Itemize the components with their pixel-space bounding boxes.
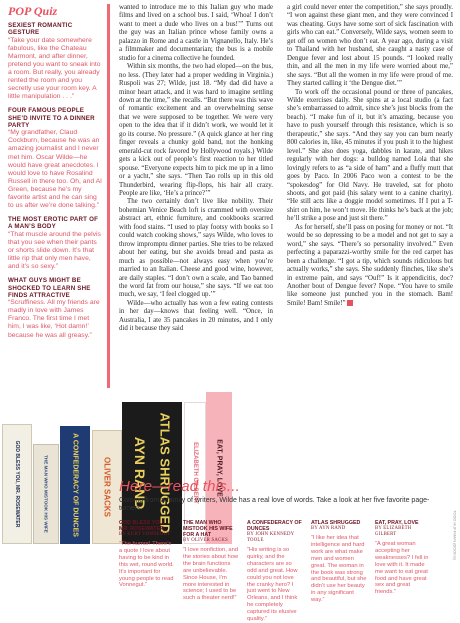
- article-paragraph: Wilde—who actually has won a few eating contests in her day—knows that feeling well. “Once, in Australia, I ate 35 pancakes in 20 minutes, and I only did it because they said: [119, 299, 273, 333]
- article-column-2: [287, 4, 453, 308]
- article-paragraph: wanted to introduce me to this Italian guy who made films and lived on a school bus. I said, ‘Whoa! I don’t want to meet a dude who lives on a bus!’” Turns out the guy was an Italian prince whose family owns a palazzo in Rome and a castle in Vignanello, Italy. He’s a filmmaker and documentarian; the bus is a mobile studio for a cinema collective he founded.: [119, 4, 273, 62]
- quiz-item: [8, 277, 103, 339]
- rec-quote: “I love nonfiction, and the stories about how the brain functions are unbelievable. Since House, I’m more interested in science; I used to be such a theater nerd!”: [183, 547, 239, 602]
- quiz-answer: “My grandfather, Claud Cockburn, because he was an amazing journalist and I never met him. Oscar Wilde—he would have great anecdotes. I would love to have Rosalind Russell in there too. Oh, and Al Green, because he’s my favorite artist and he can sing to us after we’re done talking.”: [8, 129, 102, 210]
- rec-author: BY ELIZABETH GILBERT: [375, 526, 412, 537]
- book-stack-photo: [0, 372, 460, 544]
- book-recommendation: [183, 520, 239, 602]
- rec-quote: “A great woman accepting her weaknesses? I fell in love with it. It made me want to eat great food and have great sex and great friends.”: [375, 541, 429, 596]
- rec-title: ATLAS SHRUGGED: [311, 520, 361, 526]
- rec-title: THE MAN WHO MISTOOK HIS WIFE FOR A HAT: [183, 520, 233, 538]
- book-spine-rosewater: [2, 424, 32, 544]
- article-paragraph: [287, 224, 453, 309]
- quiz-item: [8, 22, 103, 101]
- book-spine-title: A CONFEDERACY OF DUNCES: [71, 433, 79, 537]
- book-spine-author: AYN RAND: [132, 436, 148, 510]
- rec-quote: “The humor! There’s a quote I love about having to be kind in this wet, round world. It’s important for young people to read Vonnegut.”: [119, 541, 174, 589]
- book-spine-oliver-sacks: [92, 430, 122, 544]
- article-paragraph: Within six months, the two had eloped—on the bus, no less. (They later had a proper wedding in Virginia.) Ruspoli was 27; Wilde, just 18. “My dad did have a minor heart attack, and it was hard to imagine settling down at the time,” she recalls. “But there was this wave of romantic excitement and an overwhelming sense that we were supposed to be together. We were very open to the idea that if it didn’t work, we would let it go its course. No pressure.” (A quick glance at her ring finger reveals a chunky gold band, not the honking emerald-cut rock favored by Hollywood royals.) Wilde gets a kick out of people’s first reaction to her titled spouse. “Everyone expects him to pick me up in a limo or a yacht,” she says. “Then Tao rolls up in this old Thunderbird, wearing flip-flops, his hair all crazy. People are like, ‘He’s a prince?’”: [119, 63, 273, 197]
- here-read-this-intro: Coming from a family of writers, Wilde has a real love of words. Take a look at her five favorite page-turners: [119, 497, 430, 513]
- article-paragraph: The two certainly don’t live like nobility. Their bohemian Venice Beach loft is crammed with oversize abstract art, ethnic furniture, and cookbooks scarred with food stains. “I used to play footsy with books so I could watch cooking shows,” says Wilde, who loves to throw impromptu dinner parties. She tries to be relaxed about her eating, but she avoids bread and pasta as much as possible—not always easy when you’re married to an Italian. Cheese and good wine, however, are daily staples. “I don’t own a scale, and Tao banned the word fat from our house,” she says. “If we eat too much, we say, ‘I feel clogged up.’”: [119, 198, 273, 299]
- book-spine-confederacy: [60, 426, 90, 544]
- pop-quiz-sidebar: [8, 4, 110, 388]
- book-spine-title: OLIVER SACKS: [102, 456, 112, 518]
- quiz-item: [8, 107, 103, 210]
- rec-author: BY AYN RAND: [311, 526, 346, 531]
- article-paragraph: To work off the occasional pound or three of pancakes, Wilde exercises daily. She spins at a local studio (a fact she’s embarrassed to admit, since she’s just blocks from the beach). “I make fun of it, but it’s amazing, because you have to push yourself through this resistance, which is so therapeutic,” she says. “And they say you can burn nearly 800 calories in, like, 45 minutes if you push it to the highest level.” She also does yoga, dabbles in karate, and hikes regularly with her dogs: a bulldog named Lola that she lovingly refers to as “a side of ham” and a fluffy mutt that goes by Paco. In 2006 Paco won a contest to be the “spokesdog” for Old Navy. He traveled, sat for photo shoots, and got paid (his salary went to a canine charity). “He still acts like a doggie model sometimes. If I put a T-shirt on him, he won’t move. He thinks he’s back at the job; he’ll strike a pose and just sit there.”: [287, 88, 453, 223]
- quiz-item: [8, 216, 103, 271]
- book-spine-sacks: [33, 444, 59, 544]
- book-spine-title: GOD BLESS YOU, MR. ROSEWATER: [14, 440, 20, 528]
- quiz-answer: “That muscle around the pelvis that you see when their pants or shorts slide down. It’s that little rip that only men have, and it’s so sexy.”: [8, 230, 101, 271]
- rec-author: BY OLIVER SACKS: [183, 538, 228, 543]
- book-spine-title: ATLAS SHRUGGED: [157, 412, 173, 534]
- book-spine-title: THE MAN WHO MISTOOK HIS WIFE: [43, 455, 49, 533]
- end-mark-icon: [347, 300, 353, 306]
- book-recommendation: [311, 520, 367, 604]
- rec-title: GOD BLESS YOU, MR. ROSEWATER: [119, 520, 165, 532]
- rec-title: A CONFEDERACY OF DUNCES: [247, 520, 302, 532]
- article-column-1: [119, 4, 273, 334]
- quiz-heading: WHAT GUYS MIGHT BE SHOCKED TO LEARN SHE FINDS ATTRACTIVE: [8, 277, 91, 299]
- rec-title: EAT, PRAY, LOVE: [375, 520, 419, 526]
- rec-author: BY KURT VONNEGUT: [119, 532, 171, 537]
- rec-quote: “His writing is so quirky, and the characters are so odd and great. How could you not love the cranky hero? I just went to New Orleans, and I think he completely captured its elusive quality.”: [247, 547, 298, 623]
- rec-author: BY JOHN KENNEDY TOOLE: [247, 532, 295, 543]
- book-spine-title: EAT, PRAY, LOVE: [215, 439, 223, 497]
- quiz-heading: SEXIEST ROMANTIC GESTURE: [8, 22, 73, 37]
- here-read-this-heading: Here—read this...: [119, 478, 240, 495]
- book-recommendation: [247, 520, 303, 623]
- quiz-heading: THE MOST EROTIC PART OF A MAN’S BODY: [8, 216, 99, 231]
- photo-credit: [452, 480, 458, 590]
- book-recommendation: [119, 520, 175, 589]
- photo-credit-text: TODD HUFFMAN (BOOKS): [452, 510, 458, 560]
- quiz-answer: “Scruffiness. All my friends are madly in love with James Franco. The first time I met him, I was like, ‘Hot damn!’ because he was all greasy.”: [8, 299, 100, 339]
- book-recommendation: [375, 520, 431, 596]
- quiz-answer: “Take your date somewhere fabulous, like the Chateau Marmont, and after dinner, pretend you want to sneak into a room. But really, you already rented the room and you secretly use your room key. A little manipulation . . .”: [8, 36, 101, 101]
- pop-quiz-title: POP Quiz: [8, 4, 58, 18]
- book-spine-title: ELIZABETH GILBERT: [192, 442, 198, 504]
- article-paragraph: a girl could never enter the competition,” she says proudly. “I won against these giant men, and they were convinced I was cheating. Guys have some sort of sick fascination with girls who can eat.” Conversely, Wilde says, women seem to get off on women who don’t eat. A year ago, during a visit to Thailand with her husband, she caught a nasty case of Dengue fever and lost about 15 pounds. “I looked really thin, and all the men in my life were worried about me,” she says. “But all the women in my life were proud of me. They started calling it ‘the Dengue diet.’”: [287, 4, 453, 88]
- rec-quote: “I like her idea that intelligence and hard work are what make men and women great. The woman in the book was strong and beautiful, but she didn’t use her beauty in any significant way.”: [311, 535, 367, 604]
- article-paragraph-text: As for herself, she’ll pass on posing for money or not. “It would be so depressing to be a model and not get to say a word,” she says. “There’s so personality involved.” Even perfecting a paparazzi-worthy smile for the red carpet has been a challenge. “I got a tip, which sounds ridiculous but actually works,” she says. She suddenly flinches, like she’s in extreme pain, and says “Ouf!” Is it appendicitis, doc? Another bout of Dengue fever? Nope. “You have to smile like someone just punched you in the stomach. Bam! Smile! Bam! Smile!”: [287, 223, 453, 307]
- quiz-heading: FOUR FAMOUS PEOPLE SHE’D INVITE TO A DINNER PARTY: [8, 107, 95, 129]
